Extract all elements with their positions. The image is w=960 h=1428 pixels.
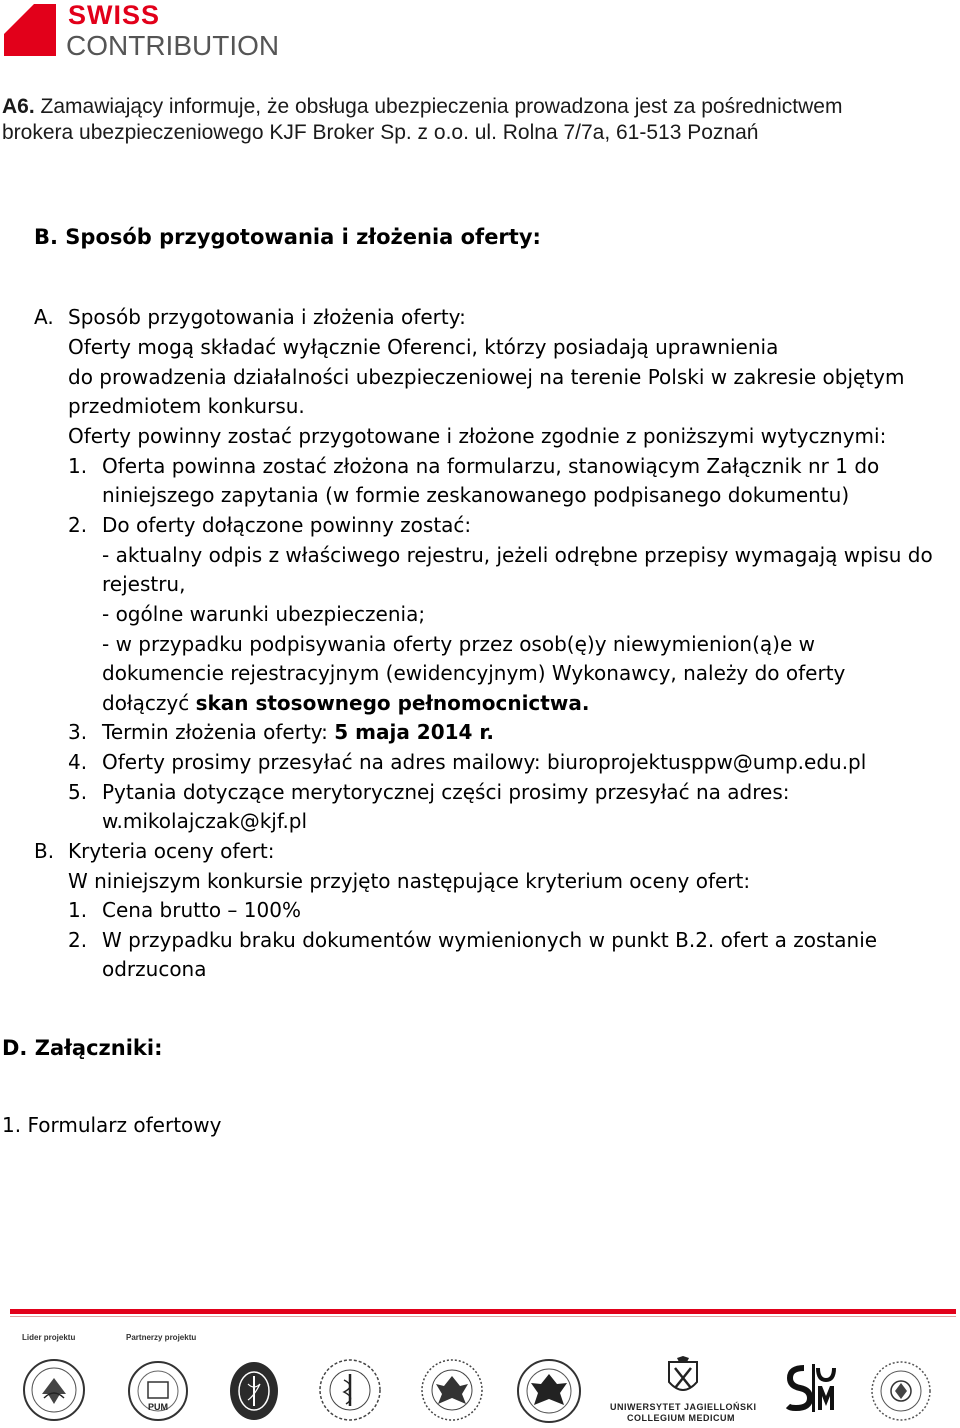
section-d-heading: D. Załączniki:	[2, 1036, 163, 1060]
section-b2-intro: W niniejszym konkursie przyjęto następujące kryterium oceny ofert:	[68, 869, 751, 893]
logo-brand-bottom: CONTRIBUTION	[66, 30, 280, 61]
a-item2-last-line	[102, 691, 589, 715]
a-item4-line: Oferty prosimy przesyłać na adres mailowy: biuroprojektusppw@ump.edu.pl	[102, 750, 867, 774]
footer-rule-thin	[10, 1316, 956, 1317]
section-b-heading: B. Sposób przygotowania i złożenia oferty:	[34, 225, 541, 249]
section-b2-label: B.	[34, 839, 55, 863]
a-item5-email: w.mikolajczak@kjf.pl	[102, 809, 308, 833]
a-item2-last-bold: skan stosownego pełnomocnictwa.	[195, 691, 590, 715]
university-seal-szczecin	[127, 1360, 189, 1422]
a-item3-deadline: 5 maja 2014 r.	[334, 720, 495, 744]
a-item2-sub-1: - aktualny odpis z właściwego rejestru, jeżeli odrębne przepisy wymagają wpisu do	[102, 543, 933, 567]
section-a-intro-2: do prowadzenia działalności ubezpieczeniowej na terenie Polski w zakresie objętym	[68, 365, 905, 389]
a-item2-number: 2.	[68, 513, 88, 537]
a-item2-sub-5: dokumencie rejestracyjnym (ewidencyjnym) Wykonawcy, należy do oferty	[102, 661, 846, 685]
a-item2-sub-4: - w przypadku podpisywania oferty przez osob(ę)y niewymienion(ą)e w	[102, 632, 815, 656]
university-seal-lublin	[516, 1358, 582, 1424]
university-seal-poznan	[22, 1358, 86, 1422]
a6-text-1: Zamawiający informuje, że obsługa ubezpieczenia prowadzona jest za pośrednictwem	[40, 95, 843, 118]
a-item3-number: 3.	[68, 720, 88, 744]
section-a-intro-3: przedmiotem konkursu.	[68, 394, 305, 418]
partners-label: Partnerzy projektu	[126, 1333, 197, 1342]
section-a-intro-4: Oferty powinny zostać przygotowane i złożone zgodnie z poniższymi wytycznymi:	[68, 424, 887, 448]
uj-name-line-2: COLLEGIUM MEDICUM	[627, 1413, 735, 1423]
a-item2-line: Do oferty dołączone powinny zostać:	[102, 513, 472, 537]
university-seal-warsaw	[420, 1358, 484, 1424]
a-item2-sub-2: rejestru,	[102, 572, 186, 596]
a-item3-plain: Termin złożenia oferty:	[102, 720, 335, 744]
a6-label: A6.	[2, 95, 35, 118]
section-a-label: A.	[34, 305, 54, 329]
university-seal-gdansk	[228, 1360, 280, 1422]
svg-text:PUM: PUM	[148, 1402, 168, 1412]
university-seal-bialystok	[318, 1358, 382, 1424]
swiss-contribution-logo-mark	[4, 4, 56, 56]
a6-line-2: brokera ubezpieczeniowego KJF Broker Sp. z o.o. ul. Rolna 7/7a, 61-513 Poznań	[2, 121, 759, 144]
section-d-item-1: 1. Formularz ofertowy	[2, 1113, 222, 1137]
leader-label: Lider projektu	[22, 1333, 76, 1342]
a-item1-line-2: niniejszego zapytania (w formie zeskanowanego podpisanego dokumentu)	[102, 483, 850, 507]
section-b2-title: Kryteria oceny ofert:	[68, 839, 275, 863]
a-item5-number: 5.	[68, 780, 88, 804]
a-item2-sub-3: - ogólne warunki ubezpieczenia;	[102, 602, 426, 626]
a-item1-line-1: Oferta powinna zostać złożona na formularzu, stanowiącym Załącznik nr 1 do	[102, 454, 880, 478]
b2-item1-number: 1.	[68, 898, 88, 922]
b2-item2-line-2: odrzucona	[102, 957, 207, 981]
uj-cm-crest	[665, 1356, 701, 1400]
footer-rule	[10, 1309, 956, 1314]
b2-item2-line-1: W przypadku braku dokumentów wymienionych w punkt B.2. ofert a zostanie	[102, 928, 878, 952]
b2-item2-number: 2.	[68, 928, 88, 952]
a-item2-last-plain: dołączyć	[102, 691, 196, 715]
sum-logo	[786, 1362, 838, 1416]
b2-item1-line: Cena brutto – 100%	[102, 898, 301, 922]
section-a-intro-1: Oferty mogą składać wyłącznie Oferenci, którzy posiadają uprawnienia	[68, 335, 779, 359]
a-item5-line-1: Pytania dotyczące merytorycznej części prosimy przesyłać na adres:	[102, 780, 790, 804]
a-item4-number: 4.	[68, 750, 88, 774]
logo-brand-top: SWISS	[68, 0, 161, 30]
a6-line-1	[2, 95, 842, 119]
uj-name-line-1: UNIWERSYTET JAGIELLOŃSKI	[610, 1402, 757, 1412]
section-a-title: Sposób przygotowania i złożenia oferty:	[68, 305, 466, 329]
a-item1-number: 1.	[68, 454, 88, 478]
university-seal-opole	[870, 1360, 932, 1422]
a-item3-line	[102, 720, 494, 744]
